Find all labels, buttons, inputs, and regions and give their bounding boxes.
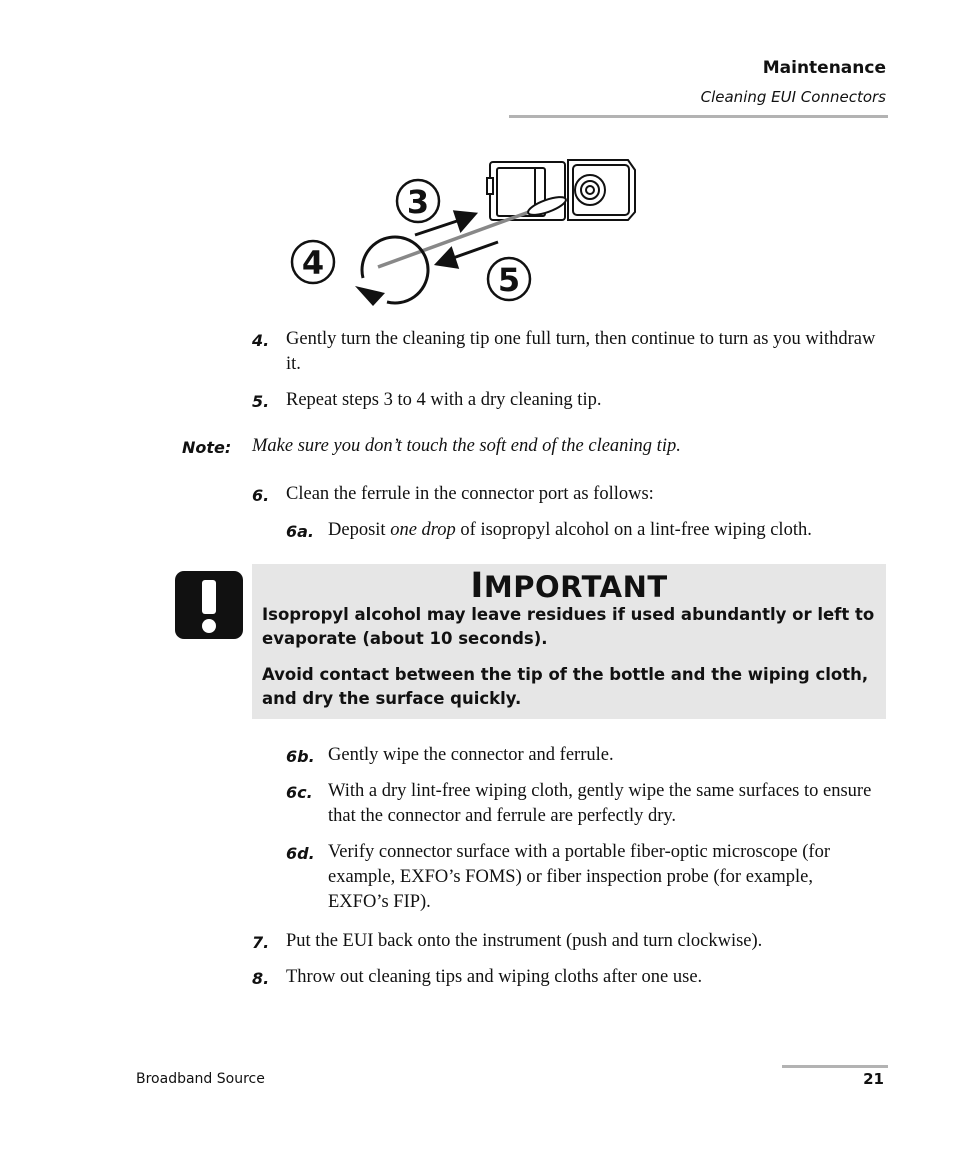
- step-text: Put the EUI back onto the instrument (push and turn clockwise).: [286, 931, 763, 951]
- step-number: 6.: [252, 486, 270, 505]
- step-8: [252, 965, 882, 990]
- step-text: Gently wipe the connector and ferrule.: [328, 745, 614, 765]
- step-text: Repeat steps 3 to 4 with a dry cleaning tip.: [286, 390, 602, 410]
- note-label: Note:: [182, 438, 232, 457]
- step-number: 8.: [252, 969, 270, 988]
- step-text: Clean the ferrule in the connector port as follows:: [286, 484, 654, 504]
- page-number: 21: [863, 1070, 884, 1088]
- callout-3: [397, 180, 439, 222]
- exclamation-icon: [175, 571, 243, 639]
- step-text: With a dry lint-free wiping cloth, gently wipe the same surfaces to ensure that the connector and ferrule are perfectly dry.: [328, 781, 872, 826]
- svg-text:4: 4: [301, 244, 325, 282]
- footer-product-name: Broadband Source: [136, 1071, 265, 1087]
- important-box: [252, 564, 886, 719]
- step-6: [252, 482, 882, 507]
- step-7: [252, 929, 882, 954]
- step-6b: [286, 743, 886, 768]
- note-text: Make sure you don’t touch the soft end of the cleaning tip.: [252, 436, 681, 456]
- step-6a: [286, 518, 886, 543]
- callout-5: [488, 258, 530, 300]
- step-6c: [286, 779, 886, 829]
- step-number: 7.: [252, 933, 270, 952]
- footer-rule: [782, 1065, 888, 1068]
- step-text: Gently turn the cleaning tip one full turn, then continue to turn as you withdraw it.: [286, 329, 876, 374]
- step-number: 6b.: [286, 747, 315, 766]
- step-text: Throw out cleaning tips and wiping cloths after one use.: [286, 967, 703, 987]
- step-4: [252, 327, 882, 377]
- step-number: 4.: [252, 331, 270, 350]
- important-paragraph-2: Avoid contact between the tip of the bottle and the wiping cloth, and dry the surface quickly.: [262, 665, 869, 708]
- step-number: 5.: [252, 392, 270, 411]
- step-6d: [286, 840, 876, 915]
- cleaning-tip-illustration: [285, 150, 645, 315]
- emphasis: one drop: [390, 520, 456, 540]
- section-title: Maintenance: [762, 58, 886, 78]
- svg-text:3: 3: [406, 183, 430, 221]
- connector-icon: [487, 160, 635, 220]
- header-rule: [509, 115, 888, 118]
- important-title: IMPORTANT: [470, 566, 668, 606]
- withdraw-arrow-icon: [437, 242, 498, 267]
- step-number: 6c.: [286, 783, 313, 802]
- step-text: Verify connector surface with a portable fiber-optic microscope (for example, EXFO’s FOMS) or fiber inspection probe (for example, EXFO’s FIP).: [328, 842, 830, 912]
- important-paragraph-1: Isopropyl alcohol may leave residues if used abundantly or left to evaporate (about 10 seconds).: [262, 605, 875, 648]
- svg-text:5: 5: [497, 261, 521, 299]
- section-subtitle: Cleaning EUI Connectors: [700, 88, 886, 106]
- callout-4: [292, 241, 334, 283]
- step-text: Deposit one drop of isopropyl alcohol on a lint-free wiping cloth.: [328, 520, 812, 540]
- step-number: 6a.: [286, 522, 315, 541]
- step-5: [252, 388, 882, 413]
- rotate-arrow-icon: [355, 237, 428, 306]
- step-number: 6d.: [286, 844, 315, 863]
